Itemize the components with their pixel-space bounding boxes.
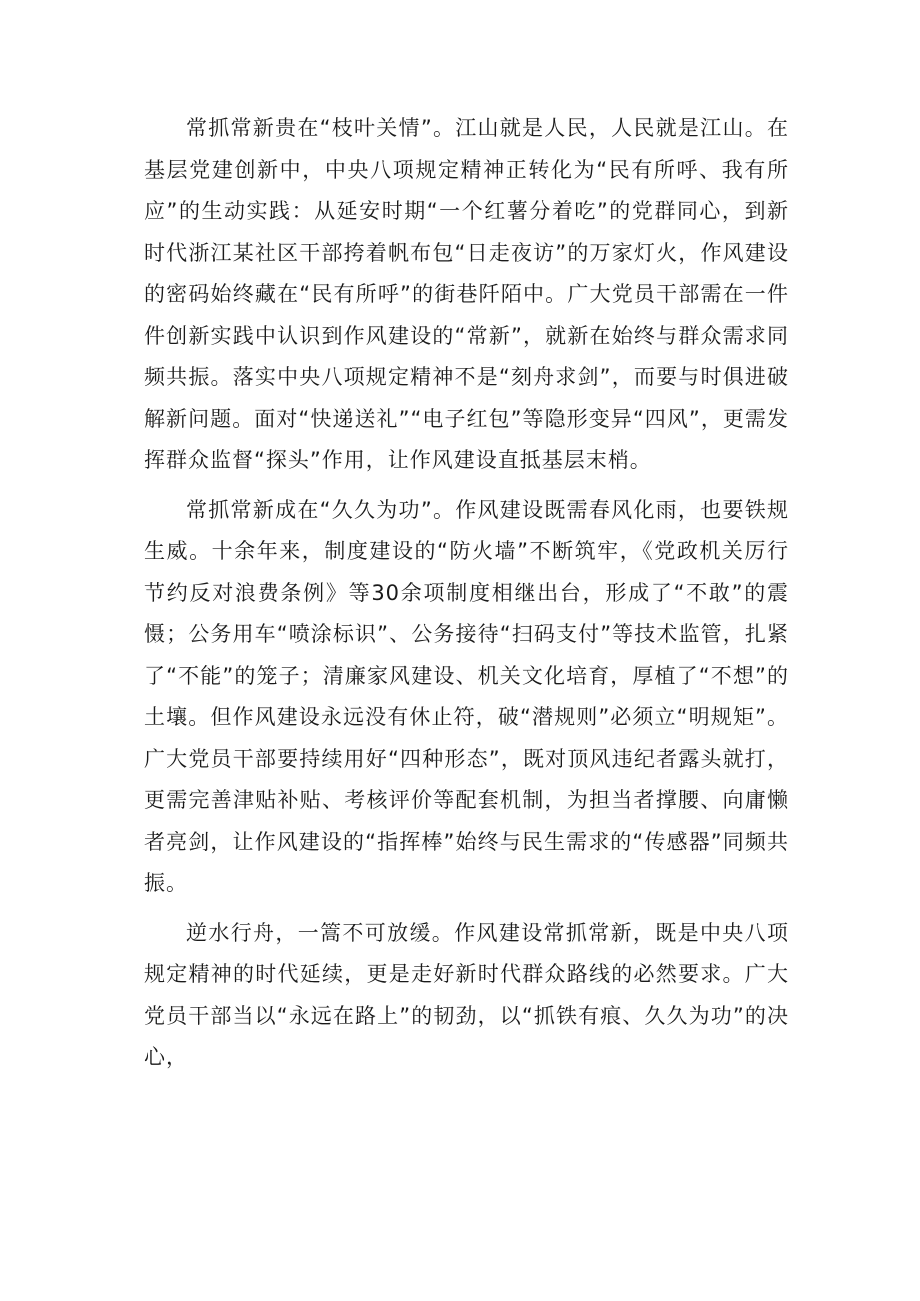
paragraph-2: 常抓常新成在“久久为功”。作风建设既需春风化雨，也要铁规生威。十余年来，制度建设的“防火墙”不断筑牢，《党政机关厉行节约反对浪费条例》等30余项制度相继出台，形成了“不敢”的震慑；公务用车“喷涂标识”、公务接待“扫码支付”等技术监管，扎紧了“不能”的笼子；清廉家风建设、机关文化培育，厚植了“不想”的土壤。但作风建设永远没有休止符，破“潜规则”必须立“明规矩”。广大党员干部要持续用好“四种形态”，既对顶风违纪者露头就打，更需完善津贴补贴、考核评价等配套机制，为担当者撑腰、向庸懒者亮剑，让作风建设的“指挥棒”始终与民生需求的“传感器”同频共振。 bbox=[144, 497, 789, 895]
paragraph-3: 逆水行舟，一篙不可放缓。作风建设常抓常新，既是中央八项规定精神的时代延续，更是走好新时代群众路线的必然要求。广大党员干部当以“永远在路上”的韧劲，以“抓铁有痕、久久为功”的决心， bbox=[144, 920, 789, 1069]
paragraph-1: 常抓常新贵在“枝叶关情”。江山就是人民，人民就是江山。在基层党建创新中，中央八项规定精神正转化为“民有所呼、我有所应”的生动实践：从延安时期“一个红薯分着吃”的党群同心，到新时代浙江某社区干部挎着帆布包“日走夜访”的万家灯火，作风建设的密码始终藏在“民有所呼”的街巷阡陌中。广大党员干部需在一件件创新实践中认识到作风建设的“常新”，就新在始终与群众需求同频共振。落实中央八项规定精神不是“刻舟求剑”，而要与时俱进破解新问题。面对“快递送礼”“电子红包”等隐形变异“四风”，更需发挥群众监督“探头”作用，让作风建设直抵基层末梢。 bbox=[144, 116, 789, 472]
document-body bbox=[144, 108, 789, 1087]
